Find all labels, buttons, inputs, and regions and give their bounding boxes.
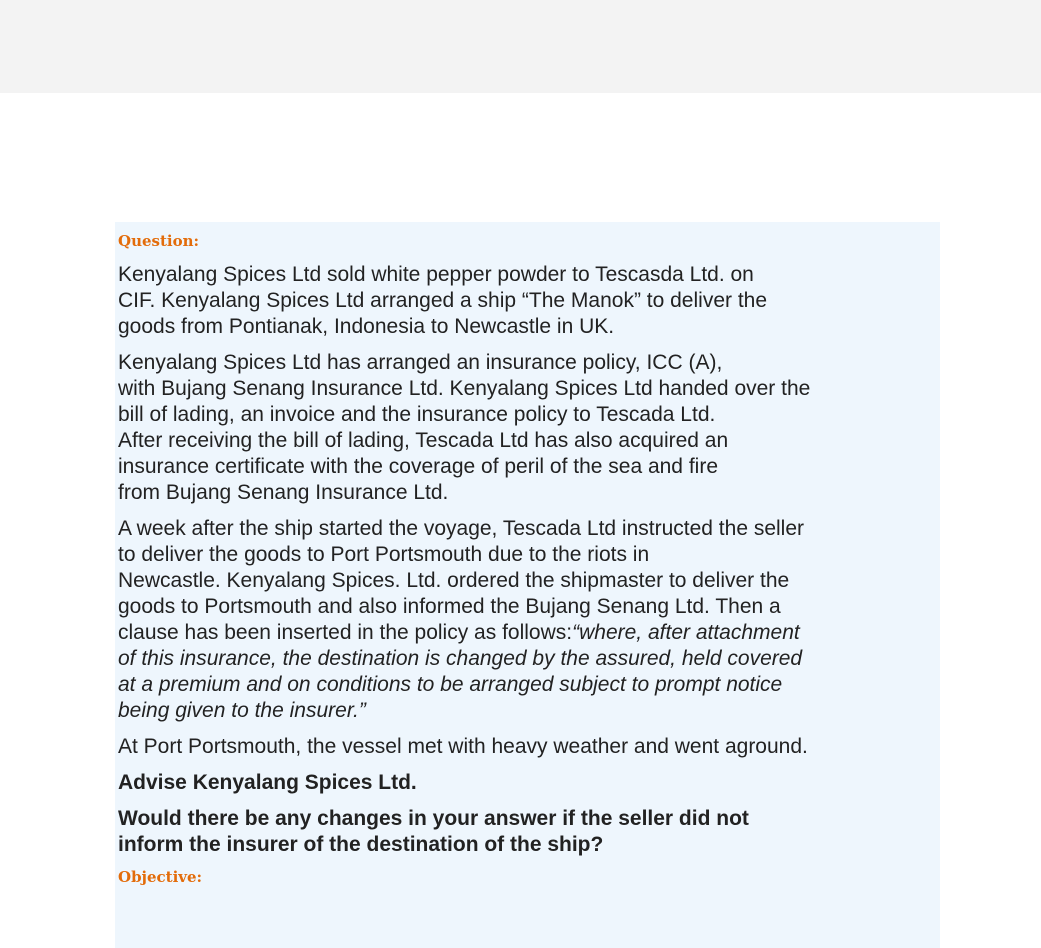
task-advise [118, 770, 938, 796]
text-line: goods to Portsmouth and also informed the Bujang Senang Ltd. Then a [118, 595, 781, 618]
clause-quote-line: being given to the insurer.” [118, 699, 366, 722]
text-line: with Bujang Senang Insurance Ltd. Kenyalang Spices Ltd handed over the [118, 377, 811, 400]
text-line: Newcastle. Kenyalang Spices. Ltd. ordered the shipmaster to deliver the [118, 569, 790, 592]
text-line: inform the insurer of the destination of the ship? [118, 833, 604, 856]
text-line: insurance certificate with the coverage of peril of the sea and fire [118, 455, 718, 478]
paragraph-sale-contract [118, 262, 938, 340]
objective-label: Objective: [118, 868, 203, 886]
clause-quote-line: at a premium and on conditions to be arranged subject to prompt notice [118, 673, 783, 696]
text-line: Advise Kenyalang Spices Ltd. [118, 771, 417, 794]
top-bar [0, 0, 1041, 93]
text-line: Kenyalang Spices Ltd sold white pepper powder to Tescasda Ltd. on [118, 263, 754, 286]
text-line: from Bujang Senang Insurance Ltd. [118, 481, 449, 504]
clause-quote-start: “where, after attachment [572, 621, 800, 644]
text-line: bill of lading, an invoice and the insurance policy to Tescada Ltd. [118, 403, 716, 426]
clause-quote-line: of this insurance, the destination is changed by the assured, held covered [118, 647, 803, 670]
text-line: Kenyalang Spices Ltd has arranged an insurance policy, ICC (A), [118, 351, 723, 374]
text-line: At Port Portsmouth, the vessel met with heavy weather and went aground. [118, 735, 808, 758]
clause-intro: clause has been inserted in the policy as follows: [118, 621, 573, 644]
text-line: goods from Pontianak, Indonesia to Newcastle in UK. [118, 315, 615, 338]
text-line: A week after the ship started the voyage, Tescada Ltd instructed the seller [118, 517, 805, 540]
text-line: Would there be any changes in your answer if the seller did not [118, 807, 749, 830]
paragraph-destination-change [118, 516, 938, 724]
text-line: After receiving the bill of lading, Tescada Ltd has also acquired an [118, 429, 729, 452]
text-line: CIF. Kenyalang Spices Ltd arranged a ship “The Manok” to deliver the [118, 289, 768, 312]
question-card [115, 222, 940, 948]
task-follow-up-question [118, 806, 938, 858]
question-label: Question: [118, 232, 200, 250]
paragraph-insurance-policy [118, 350, 938, 506]
paragraph-vessel-aground [118, 734, 938, 760]
text-line: to deliver the goods to Port Portsmouth due to the riots in [118, 543, 650, 566]
text-line [118, 620, 938, 646]
